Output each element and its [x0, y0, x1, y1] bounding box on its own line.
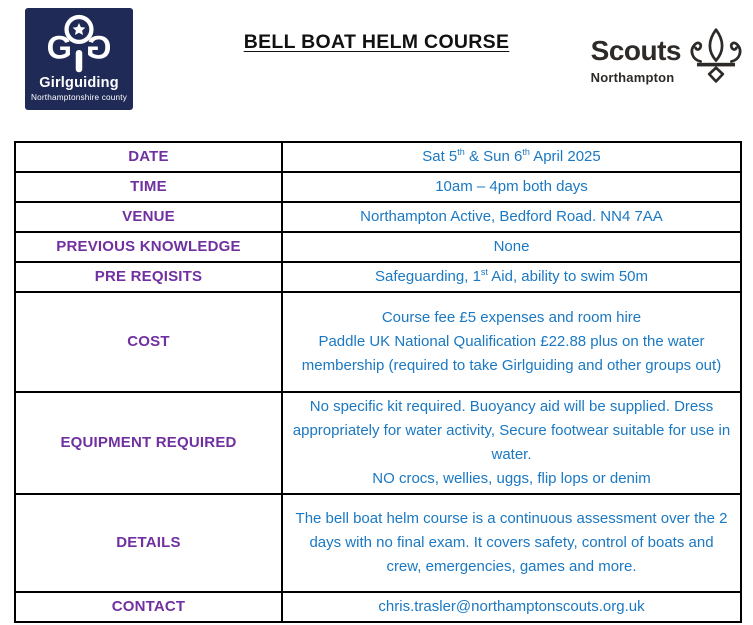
scouts-region-label: Northampton — [590, 70, 675, 85]
cost-value: Course fee £5 expenses and room hire Paddle UK National Qualification £22.88 plus on the water membership (required to take Girlguiding and other groups out) — [282, 292, 741, 392]
girlguiding-logo — [25, 8, 133, 110]
table-row-details — [15, 494, 741, 592]
svg-text:G: G — [46, 29, 72, 66]
fleur-de-lis-icon — [687, 27, 745, 90]
table-row-date — [15, 142, 741, 172]
details-label: DETAILS — [15, 494, 282, 592]
scouts-wordmark: Scouts — [590, 35, 681, 66]
time-value: 10am – 4pm both days — [282, 172, 741, 202]
pre-reqisits-value: Safeguarding, 1st Aid, ability to swim 50m — [282, 262, 741, 292]
contact-email: chris.trasler@northamptonscouts.org.uk — [282, 592, 741, 622]
table-row-time — [15, 172, 741, 202]
svg-text:G: G — [86, 29, 112, 66]
venue-label: VENUE — [15, 202, 282, 232]
page-title: BELL BOAT HELM COURSE — [243, 31, 510, 53]
date-value: Sat 5th & Sun 6th April 2025 — [282, 142, 741, 172]
table-row-equipment — [15, 392, 741, 494]
previous-knowledge-label: PREVIOUS KNOWLEDGE — [15, 232, 282, 262]
cost-label: COST — [15, 292, 282, 392]
previous-knowledge-value: None — [282, 232, 741, 262]
details-value: The bell boat helm course is a continuous assessment over the 2 days with no final exam. It covers safety, control of boats and crew, emergencies, games and more. — [282, 494, 741, 592]
table-row-contact — [15, 592, 741, 622]
pre-reqisits-label: PRE REQISITS — [15, 262, 282, 292]
girlguiding-wordmark: Girlguiding — [39, 75, 119, 91]
date-label: DATE — [15, 142, 282, 172]
table-row-pre-reqisits — [15, 262, 741, 292]
table-row-venue — [15, 202, 741, 232]
time-label: TIME — [15, 172, 282, 202]
course-info-table — [14, 141, 742, 623]
girlguiding-county-label: Northamptonshire county — [30, 93, 128, 102]
scouts-logo — [591, 27, 745, 90]
equipment-value: No specific kit required. Buoyancy aid will be supplied. Dress appropriately for water activity, Secure footwear suitable for use in water. NO crocs, wellies, uggs, flip lops or denim — [282, 392, 741, 494]
equipment-label: EQUIPMENT REQUIRED — [15, 392, 282, 494]
contact-label: CONTACT — [15, 592, 282, 622]
table-row-previous-knowledge — [15, 232, 741, 262]
venue-value: Northampton Active, Bedford Road. NN4 7AA — [282, 202, 741, 232]
table-row-cost — [15, 292, 741, 392]
